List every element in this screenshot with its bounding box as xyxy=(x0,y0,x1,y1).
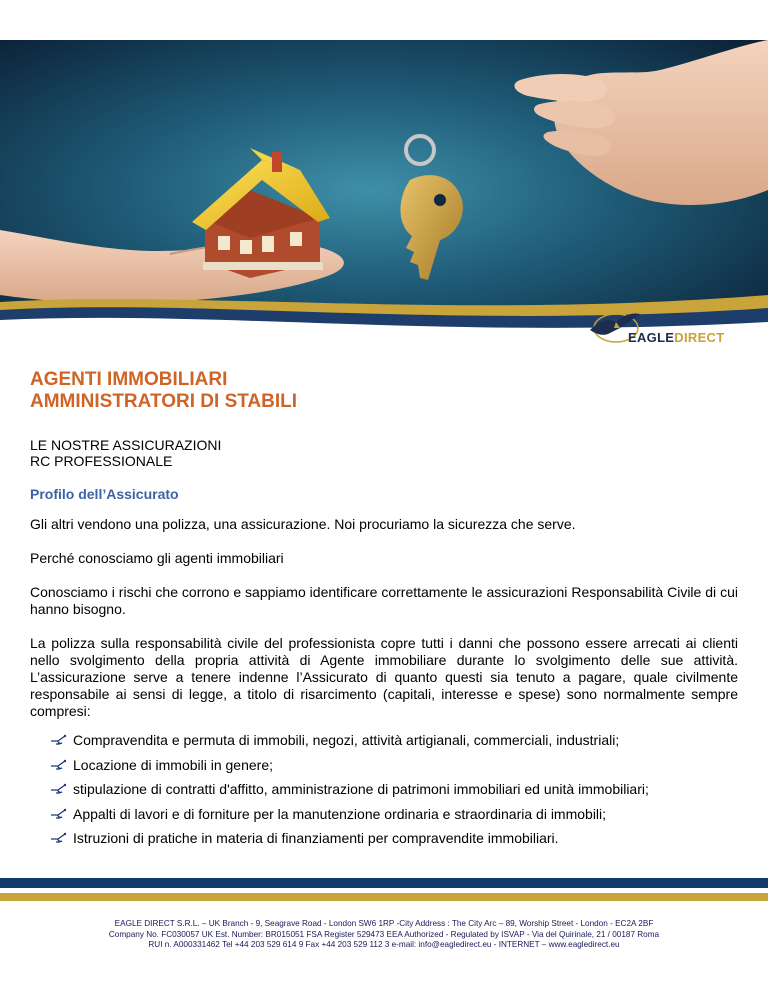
pointing-hand-icon xyxy=(50,807,68,821)
list-item-text: Appalti di lavori e di forniture per la manutenzione ordinaria e straordinaria di immobili; xyxy=(73,805,607,822)
list-item xyxy=(50,777,649,802)
footer xyxy=(0,919,768,951)
title-line-1: AGENTI IMMOBILIARI xyxy=(30,369,228,390)
pointing-hand-icon xyxy=(50,733,68,747)
list-item-text: Locazione di immobili in genere; xyxy=(73,756,273,773)
list-item-text: stipulazione di contratti d'affitto, amministrazione di patrimoni immobiliari ed unità immobiliari; xyxy=(73,781,649,798)
page-title xyxy=(30,369,297,413)
footer-line-1: EAGLE DIRECT S.R.L. – UK Branch - 9, Seagrave Road - London SW6 1RP -City Address : The City Arc – 89, Worship Street - London - EC2A 2BF xyxy=(114,919,654,928)
footer-line-3: RUI n. A000331462 Tel +44 203 529 614 9 Fax +44 203 529 112 3 e-mail: info@eagledirect.eu - INTERNET – www.eagledirect.eu xyxy=(148,940,620,949)
eagledirect-logo xyxy=(586,306,738,350)
footer-divider-bands xyxy=(0,878,768,913)
paragraph-3: Conosciamo i rischi che corrono e sappiamo identificare correttamente le assicurazioni Responsabilità Civile di cui hanno bisogno. xyxy=(30,584,738,617)
logo-eagle-text: EAGLE xyxy=(628,330,675,345)
list-item xyxy=(50,753,649,778)
paragraph-1: Gli altri vendono una polizza, una assicurazione. Noi procuriamo la sicurezza che serve. xyxy=(30,516,576,532)
logo-direct-text: DIRECT xyxy=(674,330,725,345)
footer-line-2: Company No. FC030057 UK Est. Number: BR015051 FSA Register 529473 EEA Authorized - Regulated by ISVAP - Via del Quirinale, 21 / 00187 Roma xyxy=(108,929,660,939)
pointing-hand-icon xyxy=(50,831,68,845)
list-item xyxy=(50,826,649,851)
list-item xyxy=(50,802,649,827)
profile-heading: Profilo dell’Assicurato xyxy=(30,486,179,502)
hero-image xyxy=(0,40,768,340)
logo-wordmark xyxy=(628,330,725,345)
pointing-hand-icon xyxy=(50,782,68,796)
list-item xyxy=(50,728,649,753)
subtitle-line-2: RC PROFESSIONALE xyxy=(30,453,173,469)
title-line-2: AMMINISTRATORI DI STABILI xyxy=(30,391,298,412)
subtitle-line-1: LE NOSTRE ASSICURAZIONI xyxy=(30,437,222,453)
list-item-text: Compravendita e permuta di immobili, negozi, attività artigianali, commerciali, industriali; xyxy=(73,732,620,749)
list-item-text: Istruzioni di pratiche in materia di finanziamenti per compravendite immobiliari. xyxy=(73,830,559,847)
paragraph-2: Perché conosciamo gli agenti immobiliari xyxy=(30,550,284,566)
paragraph-4: La polizza sulla responsabilità civile del professionista copre tutti i danni che possono essere arrecati ai clienti nello svolgimento della propria attività di Agente immobiliare durante lo svolgimento delle sue attività. L’assicurazione serve a tenere indenne l’Assicurato di quanto questi sia tenuto a pagare, quale civilmente responsabile ai sensi di legge, a titolo di risarcimento (capitali, interesse e spese) sono normalmente sempre compresi: xyxy=(30,635,738,719)
coverage-list xyxy=(50,728,649,851)
pointing-hand-icon xyxy=(50,758,68,772)
